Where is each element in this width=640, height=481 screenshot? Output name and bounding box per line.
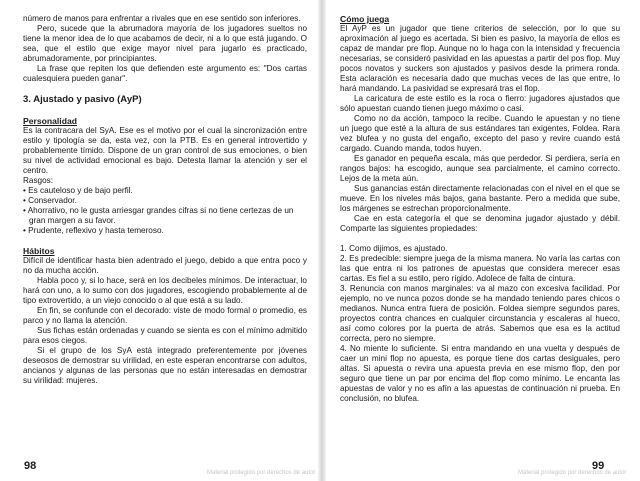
paragraph: Es la contracara del SyA. Ese es el motivo por el cual la sincronización entre estilo y tipología se da, esta vez, con la PTB. Es en general introvertido y probablemente tímido. Dispone de un gran control de sus emociones, o bien su nivel de actividad emocional es bajo. Detesta llamar la atención y ser el centro. xyxy=(23,126,307,175)
paragraph: El AyP es un jugador que tiene criterios de selección, por lo que su aproximación al juego es acertada. Si bien es pasivo, la mayoría de ellos es capaz de mandar pre flop. Aunque no lo haga con la intensidad y frecuencia necesarias, se consideró pasividad en las apuestas a partir del pos flop. Muy pocos novatos y suckers son ajustados y pasivos desde la primera ronda. Esta aclaración es necesaria dado que muchas veces de las que entre, lo hará mandando. La pasividad se expresará tras el flop. xyxy=(340,24,620,93)
subheading-habitos: Hábitos xyxy=(23,246,55,256)
list-item: • Es cauteloso y de bajo perfil. xyxy=(23,186,307,196)
paragraph: Habla poco y, si lo hace, será en los decibeles mínimos. De interactuar, lo hará con uno, a lo sumo con dos jugadores, escogiendo probablemente al de tipo extrovertido, a un viejo conocido o al que está a su lado. xyxy=(23,276,307,305)
subheading-personalidad: Personalidad xyxy=(23,116,77,126)
watermark-left: Material protegido por derechos de autor xyxy=(207,470,316,476)
property-item: 2. Es predecible: siempre juega de la misma manera. No varía las cartas con las que entra ni los patrones de apuestas que considera merecer esas cartas. Es fiel a su estilo, pero rígido. Adolece de falta de cintura. xyxy=(340,254,620,283)
property-item: 3. Renuncia con manos marginales: va al mazo con excesiva facilidad. Por ejemplo, no ve nunca pozos donde se ha mandado teniendo pares chicos o medianos. Nunca entra fuera de posición. Foldea siempre segundos pares, proyectos contra chances en cualquier circunstancia y escaleras al hueco, así como colores por la puerta de atrás. Sabemos que esa es la actitud correcta, pero no siempre. xyxy=(340,284,620,343)
paragraph: La frase que repiten los que defienden este argumento es: "Dos cartas cualesquiera pueden ganar". xyxy=(23,64,307,83)
right-page xyxy=(340,14,620,404)
paragraph: La caricatura de este estilo es la roca o fierro: jugadores ajustados que sólo apuestan cuando tienen juego máximo o casi. xyxy=(340,94,620,113)
section-title: 3. Ajustado y pasivo (AyP) xyxy=(23,94,142,105)
paragraph: Sus fichas están ordenadas y cuando se sienta es con el mínimo admitido para esos ciegos. xyxy=(23,326,307,345)
list-item: • Ahorrativo, no le gusta arriesgar grandes cifras si no tiene certezas de un gran margen a su favor. xyxy=(23,206,307,226)
rasgos-list xyxy=(23,186,307,236)
subheading-como-juega: Cómo juega xyxy=(340,14,390,24)
paragraph: Cae en esta categoría el que se denomina jugador ajustado y débil. Comparte las siguientes propiedades: xyxy=(340,214,620,233)
paragraph: Si el grupo de los SyA está integrado preferentemente por jóvenes deseosos de demostrar su virilidad, en este esperan encontrarse con adultos, ancianos y algunas de las personas que no están interesadas en demostrar su virilidad: mujeres. xyxy=(23,346,307,385)
property-item: 1. Como dijimos, es ajustado. xyxy=(340,244,448,253)
page-number-right: 99 xyxy=(592,460,605,472)
paragraph: Como no da acción, tampoco la recibe. Cuando le apuestan y no tiene un juego que esté a la altura de sus estándares tan exigentes, Foldea. Rara vez blufea y no gusta del engaño, excepto del paso y revire cuando está cargado. Cuando manda, todos huyen. xyxy=(340,114,620,153)
book-gutter xyxy=(318,0,326,481)
paragraph: En fin, se confunde con el decorado: viste de modo formal o promedio, es parco y no llama la atención. xyxy=(23,306,307,325)
paragraph: Es ganador en pequeña escala, más que perdedor. Si perdiera, sería en rangos bajos: ha escogido, aunque sea parcialmente, el camino correcto. Lejos de la meta aún. xyxy=(340,154,620,183)
property-item: 4. No miente lo suficiente. Si entra mandando en una vuelta y después de caer un mini flop no apuesta, es porque tiene dos cartas desiguales, pero altas. Si apuesta o revira una apuesta previa en ese mismo flop, den por seguro que tiene un par por encima del flop como mínimo. Le encanta las apuestas de valor y no es afín a las apuestas de continuación ni prueba. En conclusión, no blufea. xyxy=(340,344,620,403)
paragraph: Pero, sucede que la abrumadora mayoría de los jugadores sueltos no tiene la menor idea de lo que acabamos de decir, ni a lo que está jugando. O sea, que el estilo que exige mayor nivel para jugarlo es practicado, abrumadoramente, por principiantes. xyxy=(23,24,307,63)
list-item: • Prudente, reflexivo y hasta temeroso. xyxy=(23,226,307,236)
page-number-left: 98 xyxy=(24,460,37,472)
list-item: • Conservador. xyxy=(23,196,307,206)
rasgos-label: Rasgos: xyxy=(23,176,54,185)
paragraph: número de manos para enfrentar a rivales que en ese sentido son inferiores. xyxy=(23,14,301,23)
paragraph: Sus ganancias están directamente relacionadas con el nivel en el que se mueve. En los niveles más bajos, gana bastante. Pero a medida que sube, los márgenes se estrechan proporcionalmente. xyxy=(340,184,620,213)
left-page xyxy=(23,14,307,386)
paragraph: Difícil de identificar hasta bien adentrado el juego, debido a que entra poco y no da mucha acción. xyxy=(23,256,307,275)
watermark-right: Material protegido por derechos de autor xyxy=(518,470,627,476)
